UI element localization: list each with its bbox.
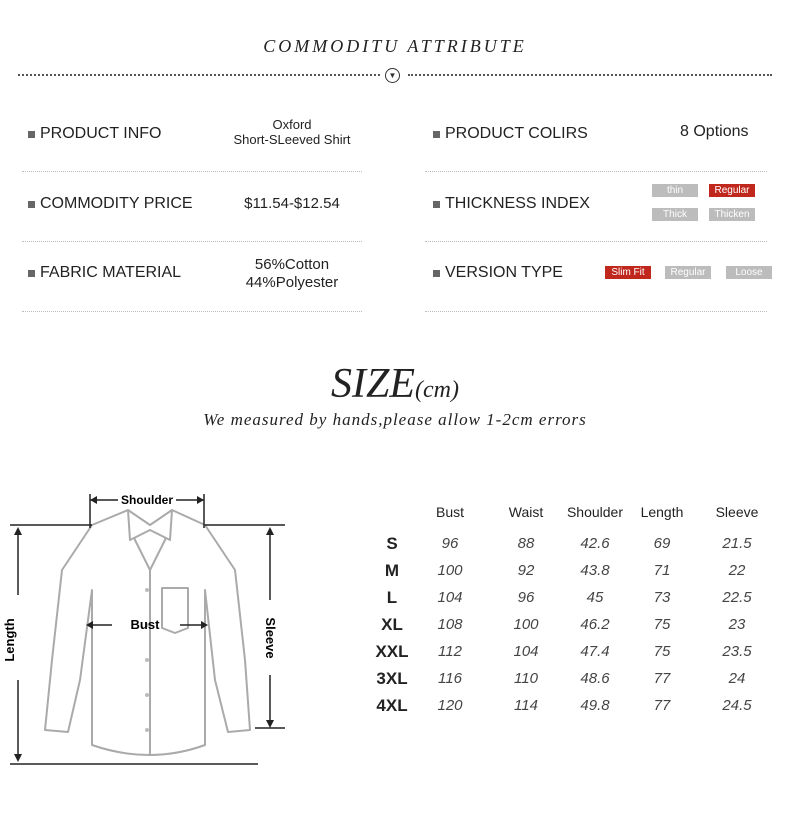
table-cell: 46.2 bbox=[580, 616, 610, 633]
col-header-waist: Waist bbox=[508, 504, 544, 520]
product-info-label bbox=[28, 125, 161, 143]
fabric-material-value bbox=[222, 256, 362, 292]
bullet-icon bbox=[28, 131, 35, 138]
size-label: 3XL bbox=[376, 669, 408, 688]
table-cell: 71 bbox=[653, 562, 671, 579]
size-label: M bbox=[384, 561, 400, 580]
col-header-length: Length bbox=[640, 504, 684, 520]
shirt-collar bbox=[128, 510, 172, 540]
version-type-label bbox=[433, 264, 563, 282]
table-cell: 77 bbox=[653, 697, 671, 714]
version-loose-tag: Loose bbox=[726, 266, 772, 279]
table-cell: 88 bbox=[517, 535, 535, 552]
thickness-thin-tag: thin bbox=[652, 184, 698, 197]
table-cell: 24 bbox=[728, 670, 746, 687]
table-cell: 104 bbox=[437, 589, 463, 606]
table-cell: 23.5 bbox=[722, 643, 752, 660]
table-cell: 110 bbox=[514, 670, 538, 687]
attribute-title: COMMODITU ATTRIBUTE bbox=[263, 36, 527, 56]
product-colirs-label bbox=[433, 125, 588, 143]
bullet-icon bbox=[28, 201, 35, 208]
bullet-icon bbox=[433, 270, 440, 277]
table-cell: 92 bbox=[517, 562, 535, 579]
bullet-icon bbox=[433, 201, 440, 208]
table-cell: 21.5 bbox=[722, 535, 752, 552]
row-divider bbox=[425, 241, 767, 242]
table-cell: 100 bbox=[437, 562, 463, 579]
thickness-index-text: THICKNESS INDEX bbox=[445, 195, 590, 212]
col-header-sleeve: Sleeve bbox=[715, 504, 759, 520]
shirt-pocket bbox=[162, 588, 188, 633]
size-title-text: SIZE bbox=[331, 361, 416, 407]
table-cell: 47.4 bbox=[580, 643, 610, 660]
shirt-measurement-diagram bbox=[0, 480, 300, 780]
size-label: XXL bbox=[375, 642, 409, 661]
table-cell: 73 bbox=[653, 589, 671, 606]
table-cell: 69 bbox=[653, 535, 671, 552]
shirt-outline bbox=[45, 510, 250, 755]
table-cell: 42.6 bbox=[580, 535, 610, 552]
thickness-index-label bbox=[433, 195, 590, 213]
product-info-line2: Short-SLeeved Shirt bbox=[233, 132, 351, 147]
version-regular-tag: Regular bbox=[665, 266, 711, 279]
commodity-price-value: $11.54-$12.54 bbox=[244, 195, 340, 212]
table-cell: 108 bbox=[437, 616, 463, 633]
table-cell: 77 bbox=[653, 670, 671, 687]
product-info-value bbox=[222, 117, 362, 147]
commodity-price-text: COMMODITY PRICE bbox=[40, 195, 193, 212]
row-divider bbox=[22, 171, 362, 172]
thickness-regular-tag: Regular bbox=[709, 184, 755, 197]
thickness-thicken-tag: Thicken bbox=[709, 208, 755, 221]
table-cell: 45 bbox=[586, 589, 604, 606]
row-divider bbox=[22, 241, 362, 242]
size-title bbox=[0, 360, 790, 408]
table-cell: 24.5 bbox=[722, 697, 752, 714]
table-cell: 96 bbox=[441, 535, 459, 552]
chevron-down-icon: ▼ bbox=[385, 68, 400, 83]
bust-label: Bust bbox=[130, 617, 160, 632]
fabric-line1: 56%Cotton bbox=[254, 256, 330, 273]
row-divider bbox=[22, 311, 362, 312]
product-info-text: PRODUCT INFO bbox=[40, 125, 162, 142]
table-cell: 120 bbox=[437, 697, 463, 714]
table-cell: 104 bbox=[513, 643, 539, 660]
table-cell: 23 bbox=[728, 616, 746, 633]
bullet-icon bbox=[433, 131, 440, 138]
table-cell: 49.8 bbox=[580, 697, 610, 714]
col-header-shoulder: Shoulder bbox=[566, 504, 624, 520]
row-divider bbox=[425, 311, 767, 312]
table-cell: 75 bbox=[653, 616, 671, 633]
table-cell: 112 bbox=[438, 643, 462, 660]
size-label: 4XL bbox=[376, 696, 408, 715]
table-cell: 22 bbox=[728, 562, 746, 579]
table-cell: 75 bbox=[653, 643, 671, 660]
commodity-price-label bbox=[28, 195, 193, 213]
table-cell: 100 bbox=[513, 616, 539, 633]
fabric-material-label bbox=[28, 264, 181, 282]
table-cell: 116 bbox=[438, 670, 462, 687]
table-cell: 48.6 bbox=[580, 670, 610, 687]
size-label: L bbox=[386, 588, 398, 607]
table-cell: 22.5 bbox=[722, 589, 752, 606]
table-cell: 114 bbox=[514, 697, 538, 714]
version-slim-fit-tag: Slim Fit bbox=[605, 266, 651, 279]
bullet-icon bbox=[28, 270, 35, 277]
product-colirs-text: PRODUCT COLIRS bbox=[445, 125, 588, 142]
version-type-text: VERSION TYPE bbox=[445, 264, 563, 281]
product-info-line1: Oxford bbox=[272, 117, 312, 132]
fabric-line2: 44%Polyester bbox=[245, 274, 339, 291]
length-label: Length bbox=[2, 618, 17, 662]
size-label: XL bbox=[381, 615, 403, 634]
product-colirs-value: 8 Options bbox=[680, 123, 749, 140]
size-label: S bbox=[386, 534, 398, 553]
divider-left bbox=[18, 74, 380, 76]
size-subtitle: We measured by hands,please allow 1-2cm errors bbox=[203, 410, 587, 429]
table-cell: 43.8 bbox=[580, 562, 610, 579]
divider-right bbox=[408, 74, 772, 76]
size-title-unit: (cm) bbox=[415, 377, 459, 403]
col-header-bust: Bust bbox=[435, 504, 464, 520]
table-cell: 96 bbox=[517, 589, 535, 606]
thickness-thick-tag: Thick bbox=[652, 208, 698, 221]
sleeve-label: Sleeve bbox=[263, 617, 278, 659]
shoulder-label: Shoulder bbox=[120, 493, 174, 507]
fabric-material-text: FABRIC MATERIAL bbox=[40, 264, 182, 281]
row-divider bbox=[425, 171, 767, 172]
